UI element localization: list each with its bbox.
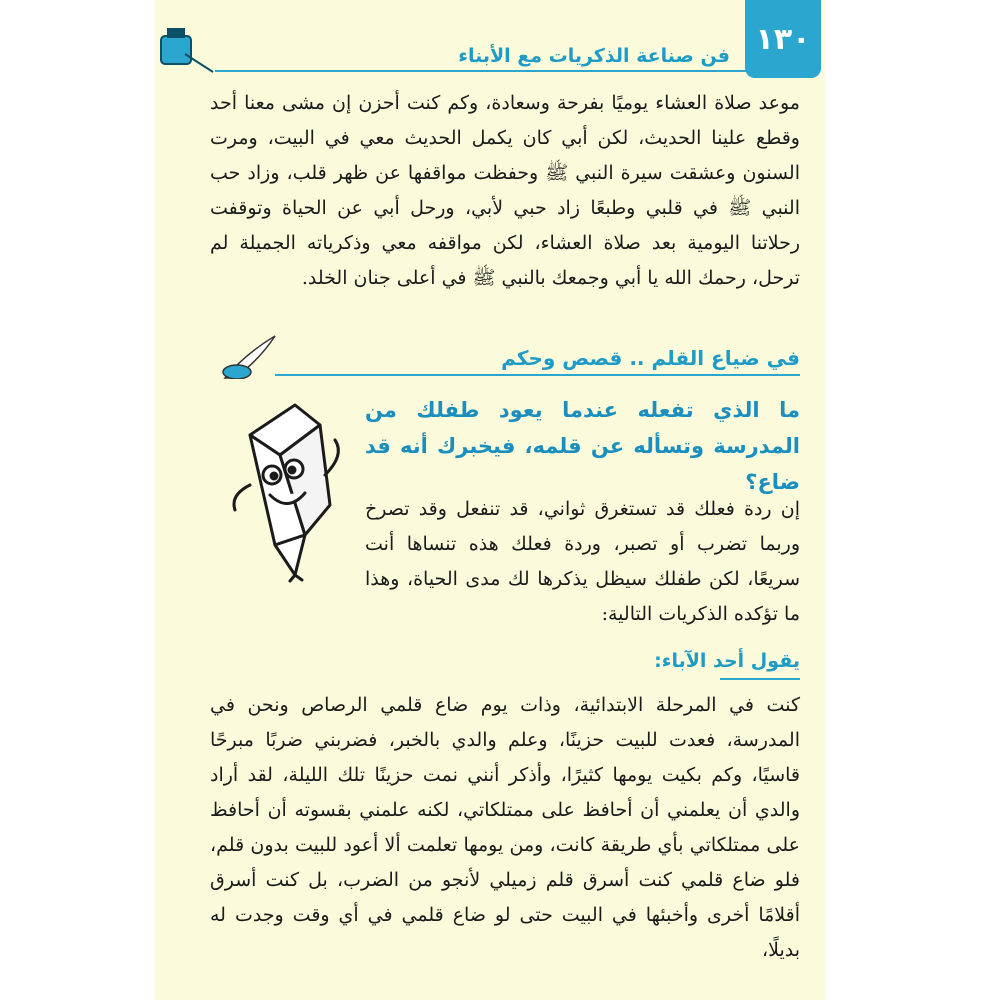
header-rule: [215, 70, 747, 72]
cartoon-pencil-illustration: [210, 395, 355, 585]
section-question: ما الذي تفعله عندما يعود طفلك من المدرسة وتسأله عن قلمه، فيخبرك أنه قد ضاع؟: [365, 398, 800, 494]
running-title: فن صناعة الذكريات مع الأبناء: [458, 45, 730, 67]
page-number-tab: [745, 0, 821, 78]
section-title: في ضياع القلم .. قصص وحكم: [501, 346, 800, 370]
inkwell-quill-icon: [215, 334, 285, 379]
section-heading-bar: [215, 334, 800, 379]
story-paragraph: كنت في المرحلة الابتدائية، وذات يوم ضاع قلمي الرصاص ونحن في المدرسة، فعدت للبيت حزينًا، وعلم والدي بالخبر، فضربني ضربًا مبرحًا قاسيًا، وكم بكيت يومها كثيرًا، وأذكر أنني نمت حزينًا تلك الليلة، لقد أراد والدي أن يعلمني أن أحافظ على ممتلكاتي، لكنه علمني بقسوته أن أحافظ على ممتلكاتي بأي طريقة كانت، ومن يومها تعلمت ألا أعود للبيت بدون قلم، فلو ضاع قلمي كنت أسرق قلم زميلي لأنجو من الضرب، بل كنت أسرق أقلامًا أخرى وأخبئها في البيت حتى لو ضاع قلمي في أي وقت وجدت له بديلًا،: [210, 694, 800, 961]
intro-paragraph: موعد صلاة العشاء يوميًا بفرحة وسعادة، وكم كنت أحزن إن مشى معنا أحد وقطع علينا الحديث، لكن أبي كان يكمل الحديث معي في البيت، ومرت السنون وعشقت سيرة النبي ﷺ وحفظت مواقفها عن ظهر قلب، وزاد حب النبي ﷺ في قلبي وطبعًا زاد حبي لأبي، ورحل أبي عن الحياة وتوقفت رحلاتنا اليومية بعد صلاة العشاء، لكن مواقفه معي وذكرياته الجميلة لم ترحل، رحمك الله يا أبي وجمعك بالنبي ﷺ في أعلى جنان الخلد.: [210, 92, 800, 289]
speaker-underline: [720, 678, 800, 680]
inkwell-quill-icon: [155, 14, 215, 74]
answer-paragraph: إن ردة فعلك قد تستغرق ثواني، قد تنفعل وقد تصرخ وربما تضرب أو تصبر، وردة فعلك هذه تنساها أنت سريعًا، لكن طفلك سيظل يذكرها لك مدى الحياة، وهذا ما تؤكده الذكريات التالية:: [365, 498, 800, 625]
book-page: [155, 0, 825, 1000]
section-underline: [275, 374, 800, 376]
page-number: ١٣٠: [755, 21, 811, 57]
speaker-heading: يقول أحد الآباء:: [654, 650, 800, 672]
